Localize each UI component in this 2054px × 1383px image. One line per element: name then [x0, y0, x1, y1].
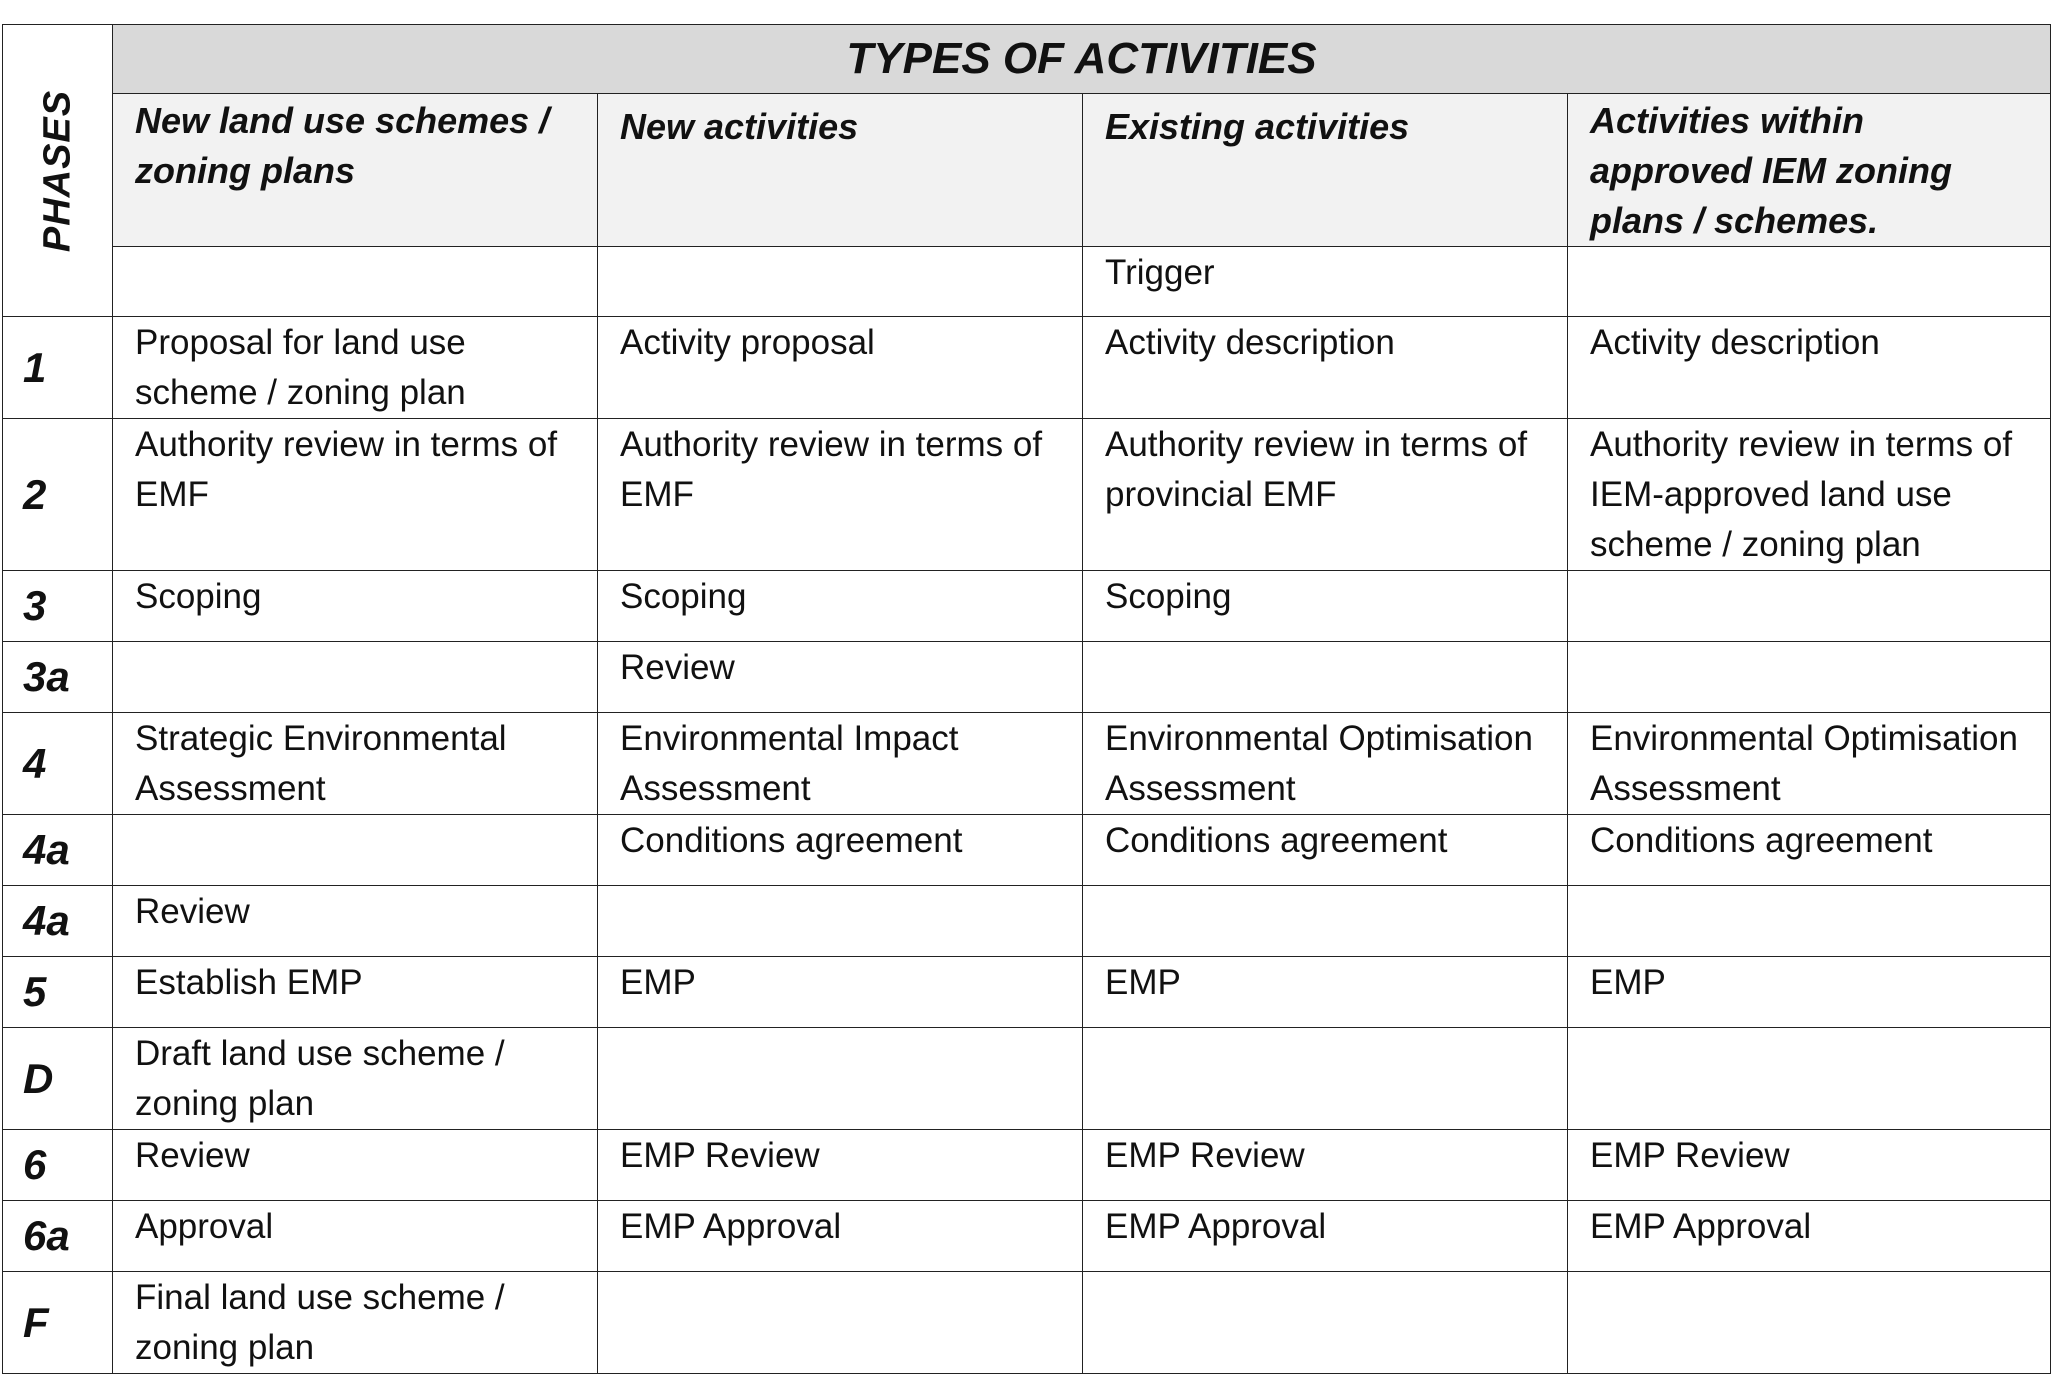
table-cell: Authority review in terms of EMF: [598, 419, 1083, 571]
table-cell: [113, 642, 598, 713]
table-cell: Proposal for land use scheme / zoning plan: [113, 317, 598, 419]
table-cell: [598, 247, 1083, 317]
phase-number: 6a: [3, 1201, 113, 1272]
table-cell: [1568, 1028, 2051, 1130]
table-cell: Draft land use scheme / zoning plan: [113, 1028, 598, 1130]
table-cell: Conditions agreement: [598, 815, 1083, 886]
table-cell: Review: [113, 1130, 598, 1201]
table-row: [3, 1130, 2051, 1201]
column-header-new-land-use: New land use schemes / zoning plans: [113, 94, 598, 247]
phase-number: 5: [3, 957, 113, 1028]
table-cell: EMP Approval: [1568, 1201, 2051, 1272]
table-cell: Activity description: [1083, 317, 1568, 419]
phase-number: 4a: [3, 815, 113, 886]
phase-number: F: [3, 1272, 113, 1374]
table-row: [3, 1201, 2051, 1272]
table-cell: [598, 1028, 1083, 1130]
table-cell: EMP Approval: [598, 1201, 1083, 1272]
table-cell: [113, 815, 598, 886]
table-cell: Authority review in terms of provincial EMF: [1083, 419, 1568, 571]
phase-number: 2: [3, 419, 113, 571]
table-row: [3, 1272, 2051, 1374]
phase-number: 1: [3, 317, 113, 419]
table-row: [3, 642, 2051, 713]
table-cell: EMP: [1083, 957, 1568, 1028]
table-cell: [113, 247, 598, 317]
table-cell: [1568, 642, 2051, 713]
table-cell: EMP Review: [1568, 1130, 2051, 1201]
phase-number: 6: [3, 1130, 113, 1201]
phase-number: D: [3, 1028, 113, 1130]
table-cell: EMP Approval: [1083, 1201, 1568, 1272]
trigger-cell: Trigger: [1083, 247, 1568, 317]
table-cell: [1568, 247, 2051, 317]
phases-label: PHASES: [36, 89, 78, 252]
table-cell: Environmental Optimisation Assessment: [1568, 713, 2051, 815]
column-header-approved-iem: Activities within approved IEM zoning plans / schemes.: [1568, 94, 2051, 247]
table-cell: Review: [113, 886, 598, 957]
table-cell: Strategic Environmental Assessment: [113, 713, 598, 815]
table-cell: Conditions agreement: [1083, 815, 1568, 886]
table-cell: Environmental Optimisation Assessment: [1083, 713, 1568, 815]
table-row: [3, 571, 2051, 642]
column-header-existing-activities: Existing activities: [1083, 94, 1568, 247]
phases-header-cell: [3, 25, 113, 317]
table-cell: Activity description: [1568, 317, 2051, 419]
table-cell: Activity proposal: [598, 317, 1083, 419]
activities-table: [2, 24, 2051, 1374]
table-cell: Scoping: [598, 571, 1083, 642]
column-header-row: [3, 94, 2051, 247]
table-row: [3, 1028, 2051, 1130]
table-row: [3, 419, 2051, 571]
table-cell: [1083, 1272, 1568, 1374]
table-cell: [1083, 642, 1568, 713]
table-row: [3, 815, 2051, 886]
table-cell: [1568, 886, 2051, 957]
phase-number: 4: [3, 713, 113, 815]
table-row: [3, 713, 2051, 815]
table-cell: Scoping: [1083, 571, 1568, 642]
phase-number: 4a: [3, 886, 113, 957]
table-cell: [598, 1272, 1083, 1374]
table-cell: Authority review in terms of IEM-approved land use scheme / zoning plan: [1568, 419, 2051, 571]
column-header-new-activities: New activities: [598, 94, 1083, 247]
table-cell: Scoping: [113, 571, 598, 642]
table-cell: Review: [598, 642, 1083, 713]
table-cell: EMP Review: [1083, 1130, 1568, 1201]
table-cell: EMP: [1568, 957, 2051, 1028]
table-cell: Final land use scheme / zoning plan: [113, 1272, 598, 1374]
phase-number: 3a: [3, 642, 113, 713]
table-cell: [1568, 571, 2051, 642]
table-cell: [1568, 1272, 2051, 1374]
trigger-row: [3, 247, 2051, 317]
table-cell: EMP: [598, 957, 1083, 1028]
table-cell: Approval: [113, 1201, 598, 1272]
table-cell: Authority review in terms of EMF: [113, 419, 598, 571]
phase-number: 3: [3, 571, 113, 642]
table-cell: [1083, 1028, 1568, 1130]
table-cell: Environmental Impact Assessment: [598, 713, 1083, 815]
table-cell: [598, 886, 1083, 957]
table-cell: Establish EMP: [113, 957, 598, 1028]
table-cell: Conditions agreement: [1568, 815, 2051, 886]
table-row: [3, 957, 2051, 1028]
title-row: [3, 25, 2051, 94]
table-cell: EMP Review: [598, 1130, 1083, 1201]
table-row: [3, 317, 2051, 419]
table-title: TYPES OF ACTIVITIES: [113, 25, 2051, 94]
table-row: [3, 886, 2051, 957]
table-cell: [1083, 886, 1568, 957]
